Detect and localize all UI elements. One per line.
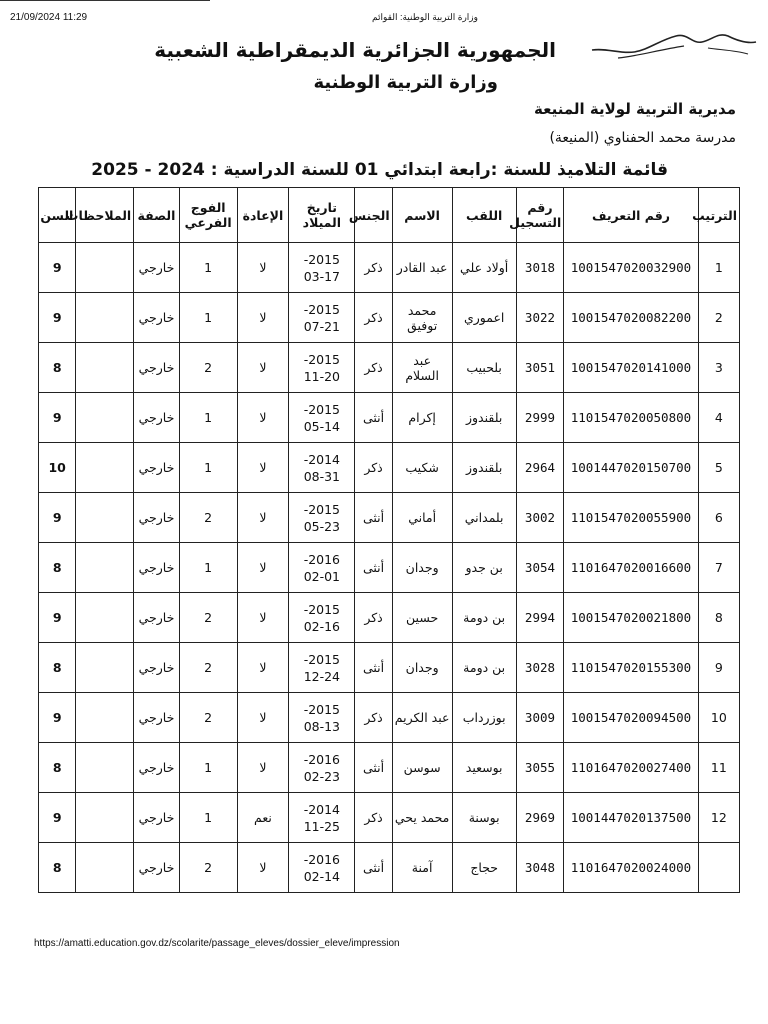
cell-order: 4 <box>698 393 739 443</box>
cell-registration: 3002 <box>516 493 564 543</box>
cell-order: 10 <box>698 693 739 743</box>
school-name: مدرسة محمد الحفناوي (المنيعة) <box>549 130 736 146</box>
cell-id: 1001547020082200 <box>564 293 698 343</box>
cell-surname: بن جدو <box>452 543 516 593</box>
cell-surname: بن دومة <box>452 643 516 693</box>
cell-registration: 3048 <box>516 843 564 893</box>
cell-status: خارجي <box>134 343 179 393</box>
ministry-heading: وزارة التربية الوطنية <box>313 72 498 93</box>
cell-surname: بلمداني <box>452 493 516 543</box>
cell-status: خارجي <box>134 493 179 543</box>
cell-name: وجدان <box>392 543 452 593</box>
cell-name: حسين <box>392 593 452 643</box>
col-header-order: الترتيب <box>698 188 739 243</box>
cell-registration: 3009 <box>516 693 564 743</box>
cell-repeat: لا <box>237 693 289 743</box>
table-row <box>39 793 740 843</box>
cell-gender: أنثى <box>355 493 392 543</box>
handwritten-signature <box>588 28 760 70</box>
cell-notes <box>76 793 134 843</box>
cell-subgroup: 1 <box>179 443 237 493</box>
cell-notes <box>76 593 134 643</box>
cell-id: 1101547020155300 <box>564 643 698 693</box>
cell-gender: ذكر <box>355 593 392 643</box>
cell-surname: بوزرداب <box>452 693 516 743</box>
cell-subgroup: 2 <box>179 693 237 743</box>
cell-repeat: لا <box>237 643 289 693</box>
cell-repeat: لا <box>237 393 289 443</box>
cell-subgroup: 1 <box>179 743 237 793</box>
cell-surname: بلحبيب <box>452 343 516 393</box>
footer-url: https://amatti.education.gov.dz/scolarite/passage_eleves/dossier_eleve/impression <box>34 938 400 949</box>
cell-id: 1001547020021800 <box>564 593 698 643</box>
cell-gender: أنثى <box>355 543 392 593</box>
cell-surname: اعموري <box>452 293 516 343</box>
cell-order: 11 <box>698 743 739 793</box>
cell-id: 1001547020141000 <box>564 343 698 393</box>
cell-birth-date: 2015- 02-16 <box>289 593 355 643</box>
col-header-surname: اللقب <box>452 188 516 243</box>
cell-notes <box>76 543 134 593</box>
cell-id: 1101547020050800 <box>564 393 698 443</box>
cell-registration: 3054 <box>516 543 564 593</box>
cell-order: 1 <box>698 243 739 293</box>
cell-subgroup: 1 <box>179 293 237 343</box>
cell-gender: أنثى <box>355 743 392 793</box>
cell-registration: 2969 <box>516 793 564 843</box>
cell-repeat: لا <box>237 843 289 893</box>
table-row <box>39 243 740 293</box>
cell-subgroup: 2 <box>179 493 237 543</box>
col-header-registration: رقم التسجيل <box>516 188 564 243</box>
cell-id: 1001447020137500 <box>564 793 698 843</box>
cell-gender: أنثى <box>355 393 392 443</box>
cell-status: خارجي <box>134 593 179 643</box>
cell-id: 1101647020027400 <box>564 743 698 793</box>
table-row <box>39 443 740 493</box>
cell-name: وجدان <box>392 643 452 693</box>
cell-order <box>698 843 739 893</box>
list-title: قائمة التلاميذ للسنة :رابعة ابتدائي 01 للسنة الدراسية : 2024 - 2025 <box>91 160 668 180</box>
cell-status: خارجي <box>134 243 179 293</box>
cell-birth-date: 2015- 05-23 <box>289 493 355 543</box>
table-row <box>39 493 740 543</box>
table-row <box>39 593 740 643</box>
cell-age: 8 <box>39 643 76 693</box>
cell-repeat: لا <box>237 493 289 543</box>
cell-subgroup: 1 <box>179 543 237 593</box>
cell-age: 8 <box>39 743 76 793</box>
cell-birth-date: 2015- 08-13 <box>289 693 355 743</box>
col-header-repeat: الإعادة <box>237 188 289 243</box>
cell-status: خارجي <box>134 543 179 593</box>
col-header-gender: الجنس <box>355 188 392 243</box>
cell-gender: ذكر <box>355 443 392 493</box>
cell-birth-date: 2016- 02-23 <box>289 743 355 793</box>
students-table <box>38 187 740 893</box>
cell-age: 9 <box>39 793 76 843</box>
cell-name: آمنة <box>392 843 452 893</box>
cell-order: 7 <box>698 543 739 593</box>
cell-birth-date: 2016- 02-01 <box>289 543 355 593</box>
cell-birth-date: 2015- 11-20 <box>289 343 355 393</box>
cell-name: إكرام <box>392 393 452 443</box>
cell-birth-date: 2014- 08-31 <box>289 443 355 493</box>
cell-surname: بوسعيد <box>452 743 516 793</box>
cell-gender: أنثى <box>355 643 392 693</box>
cell-status: خارجي <box>134 443 179 493</box>
cell-surname: بلقندوز <box>452 443 516 493</box>
table-row <box>39 843 740 893</box>
cell-gender: ذكر <box>355 793 392 843</box>
cell-registration: 2964 <box>516 443 564 493</box>
cell-age: 9 <box>39 493 76 543</box>
col-header-birth-date: تاريخ الميلاد <box>289 188 355 243</box>
cell-registration: 3022 <box>516 293 564 343</box>
cell-subgroup: 2 <box>179 643 237 693</box>
cell-surname: بلقندوز <box>452 393 516 443</box>
cell-id: 1001547020094500 <box>564 693 698 743</box>
directorate-heading: مديرية التربية لولاية المنيعة <box>534 100 736 118</box>
cell-status: خارجي <box>134 643 179 693</box>
col-header-id: رقم التعريف <box>564 188 698 243</box>
cell-age: 9 <box>39 593 76 643</box>
cell-repeat: لا <box>237 543 289 593</box>
cell-age: 9 <box>39 293 76 343</box>
cell-order: 9 <box>698 643 739 693</box>
cell-age: 10 <box>39 443 76 493</box>
cell-birth-date: 2014- 11-25 <box>289 793 355 843</box>
cell-id: 1101547020055900 <box>564 493 698 543</box>
cell-order: 8 <box>698 593 739 643</box>
table-row <box>39 293 740 343</box>
cell-age: 8 <box>39 543 76 593</box>
cell-id: 1101647020024000 <box>564 843 698 893</box>
col-header-notes: الملاحظات <box>76 188 134 243</box>
cell-repeat: لا <box>237 443 289 493</box>
cell-age: 8 <box>39 343 76 393</box>
cell-birth-date: 2015- 03-17 <box>289 243 355 293</box>
cell-name: شكيب <box>392 443 452 493</box>
cell-name: عبد السلام <box>392 343 452 393</box>
cell-subgroup: 1 <box>179 393 237 443</box>
table-row <box>39 693 740 743</box>
cell-birth-date: 2015- 07-21 <box>289 293 355 343</box>
page-top-rule <box>0 0 210 1</box>
cell-registration: 3018 <box>516 243 564 293</box>
cell-surname: أولاد علي <box>452 243 516 293</box>
cell-order: 6 <box>698 493 739 543</box>
cell-notes <box>76 643 134 693</box>
table-row <box>39 343 740 393</box>
cell-name: محمد توفيق <box>392 293 452 343</box>
cell-surname: بوسنة <box>452 793 516 843</box>
cell-registration: 3055 <box>516 743 564 793</box>
cell-registration: 3051 <box>516 343 564 393</box>
cell-notes <box>76 443 134 493</box>
cell-gender: ذكر <box>355 243 392 293</box>
cell-subgroup: 1 <box>179 793 237 843</box>
cell-notes <box>76 693 134 743</box>
col-header-age: السن <box>39 188 76 243</box>
cell-subgroup: 2 <box>179 593 237 643</box>
cell-id: 1001547020032900 <box>564 243 698 293</box>
table-row <box>39 543 740 593</box>
col-header-name: الاسم <box>392 188 452 243</box>
cell-birth-date: 2015- 12-24 <box>289 643 355 693</box>
cell-status: خارجي <box>134 843 179 893</box>
cell-subgroup: 2 <box>179 343 237 393</box>
cell-notes <box>76 843 134 893</box>
cell-notes <box>76 393 134 443</box>
col-header-subgroup: الفوج الفرعي <box>179 188 237 243</box>
cell-order: 5 <box>698 443 739 493</box>
cell-name: عبد الكريم <box>392 693 452 743</box>
cell-notes <box>76 343 134 393</box>
cell-id: 1101647020016600 <box>564 543 698 593</box>
cell-gender: أنثى <box>355 843 392 893</box>
cell-repeat: لا <box>237 593 289 643</box>
cell-order: 12 <box>698 793 739 843</box>
cell-status: خارجي <box>134 793 179 843</box>
cell-registration: 3028 <box>516 643 564 693</box>
cell-repeat: لا <box>237 343 289 393</box>
republic-heading: الجمهورية الجزائرية الديمقراطية الشعبية <box>154 38 556 62</box>
cell-repeat: لا <box>237 743 289 793</box>
cell-age: 9 <box>39 243 76 293</box>
cell-status: خارجي <box>134 693 179 743</box>
cell-surname: حجاج <box>452 843 516 893</box>
cell-age: 8 <box>39 843 76 893</box>
cell-age: 9 <box>39 393 76 443</box>
cell-surname: بن دومة <box>452 593 516 643</box>
cell-subgroup: 1 <box>179 243 237 293</box>
table-row <box>39 393 740 443</box>
cell-age: 9 <box>39 693 76 743</box>
cell-repeat: لا <box>237 243 289 293</box>
table-body <box>39 243 740 893</box>
cell-gender: ذكر <box>355 293 392 343</box>
col-header-status: الصفة <box>134 188 179 243</box>
cell-status: خارجي <box>134 743 179 793</box>
cell-name: عبد القادر <box>392 243 452 293</box>
table-header-row <box>39 188 740 243</box>
cell-birth-date: 2015- 05-14 <box>289 393 355 443</box>
cell-subgroup: 2 <box>179 843 237 893</box>
cell-repeat: نعم <box>237 793 289 843</box>
table-row <box>39 643 740 693</box>
print-page-title: وزارة التربية الوطنية: القوائم <box>372 12 478 22</box>
cell-gender: ذكر <box>355 343 392 393</box>
cell-name: أماني <box>392 493 452 543</box>
cell-birth-date: 2016- 02-14 <box>289 843 355 893</box>
cell-status: خارجي <box>134 293 179 343</box>
table-row <box>39 743 740 793</box>
cell-name: محمد يحي <box>392 793 452 843</box>
cell-notes <box>76 743 134 793</box>
cell-gender: ذكر <box>355 693 392 743</box>
cell-order: 3 <box>698 343 739 393</box>
cell-notes <box>76 293 134 343</box>
cell-notes <box>76 243 134 293</box>
cell-registration: 2994 <box>516 593 564 643</box>
cell-order: 2 <box>698 293 739 343</box>
cell-registration: 2999 <box>516 393 564 443</box>
cell-repeat: لا <box>237 293 289 343</box>
cell-status: خارجي <box>134 393 179 443</box>
cell-name: سوسن <box>392 743 452 793</box>
cell-id: 1001447020150700 <box>564 443 698 493</box>
cell-notes <box>76 493 134 543</box>
print-date: 21/09/2024 11:29 <box>10 12 88 23</box>
